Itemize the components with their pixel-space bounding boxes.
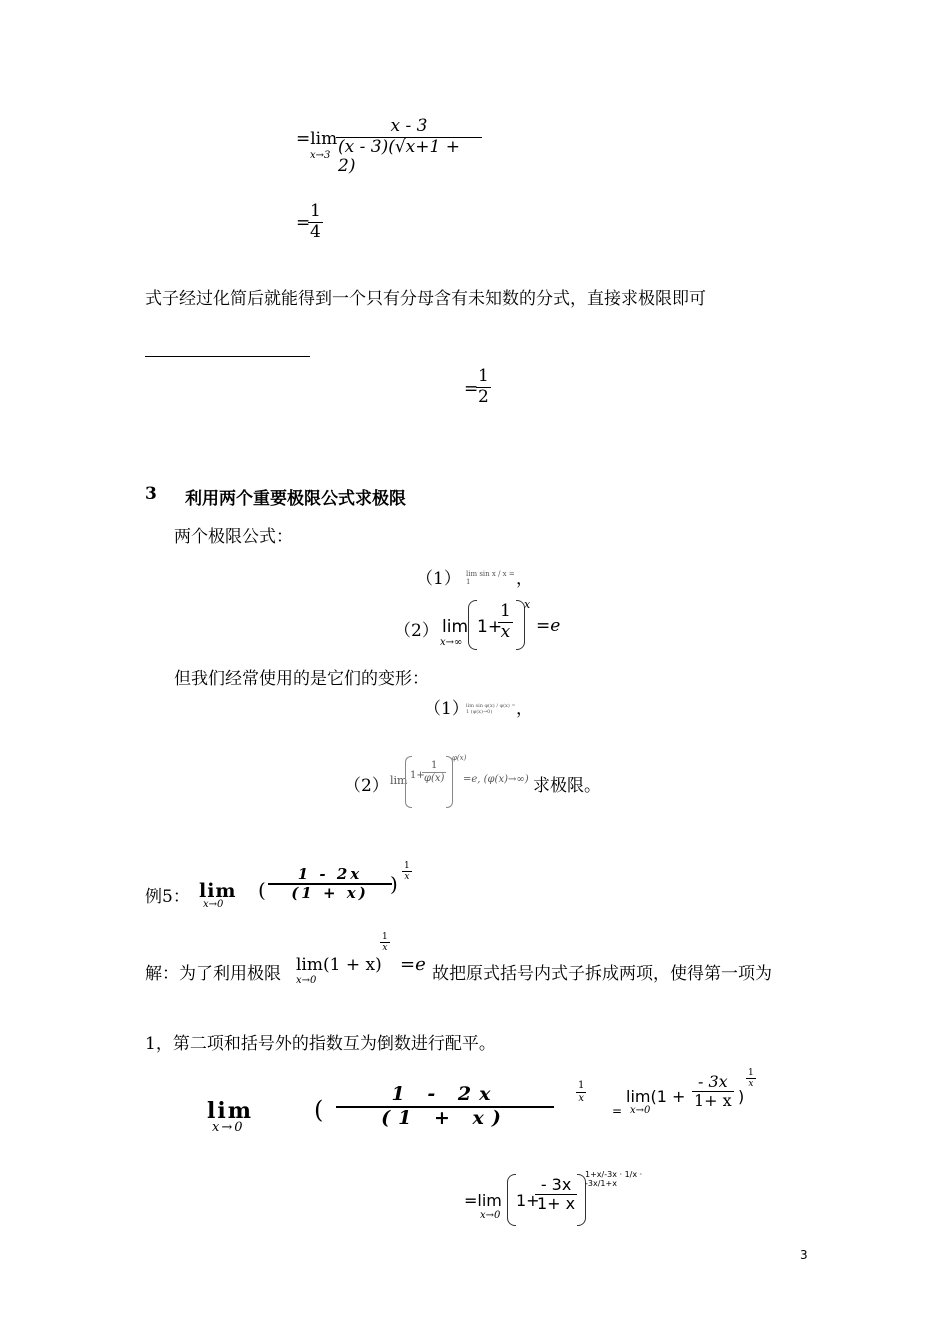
paragraph-4: 1，第二项和括号外的指数互为倒数进行配平。 <box>145 1034 496 1054</box>
formula-a-label: （1） <box>416 569 461 589</box>
formula-c-end: ， <box>516 699 533 719</box>
formula-d-one: 1+ <box>410 770 425 781</box>
formula-b-numerator: 1 <box>500 601 511 621</box>
big-exponent <box>576 1080 586 1104</box>
paragraph-2: 两个极限公式： <box>174 527 293 547</box>
formula-b-denominator: x <box>500 621 511 642</box>
formula-d-exponent: φ(x) <box>452 754 467 762</box>
last-numerator: - 3x <box>540 1175 572 1194</box>
formula-d-numerator: 1 <box>431 760 438 771</box>
exponent-denominator: x <box>382 943 388 954</box>
solution-lim: lim(1 + x) <box>296 955 382 975</box>
example-5-fraction <box>268 866 392 903</box>
solution-rest: 故把原式括号内式子拆成两项，使得第一项为 <box>432 964 772 984</box>
example-5-numerator: 1 - 2x <box>297 865 363 883</box>
example-5-open-paren: ( <box>258 878 266 902</box>
formula-2-denominator: 4 <box>310 221 321 242</box>
left-paren <box>468 600 477 650</box>
last-sub: x→0 <box>480 1210 501 1221</box>
formula-d-fraction <box>422 760 446 784</box>
last-one: 1+ <box>516 1191 540 1210</box>
big-rhs-denominator: 1+ x <box>694 1091 732 1111</box>
example-5-exponent <box>402 861 412 883</box>
big-rhs-exponent <box>746 1068 756 1090</box>
formula-2-eq: = <box>296 213 311 233</box>
formula-c-tiny: lim sin φ(x) / φ(x) = 1 (φ(x)→0) <box>466 703 516 715</box>
formula-b-one: 1+ <box>477 617 503 637</box>
exponent-numerator: 1 <box>748 1068 754 1078</box>
formula-b-exponent: x <box>524 598 531 611</box>
section-number: 3 <box>145 484 157 504</box>
formula-d-text: 求极限。 <box>533 776 601 796</box>
left-paren <box>405 756 412 808</box>
formula-1-lim: =lim <box>296 129 338 149</box>
big-lim: lim <box>207 1098 253 1124</box>
formula-1-denominator: (x - 3)(√x+1 + 2) <box>338 136 460 177</box>
solution-intro: 解：为了利用极限 <box>145 964 281 984</box>
big-rhs-numerator: - 3x <box>698 1072 728 1091</box>
exponent-denominator: x <box>578 1092 584 1104</box>
exponent-numerator: 1 <box>578 1080 585 1091</box>
last-fraction <box>535 1176 577 1214</box>
formula-a-tiny: lim sin x / x = 1 <box>466 570 515 586</box>
example-5-sub: x→0 <box>203 899 224 910</box>
blank-line <box>145 356 310 357</box>
solution-sub: x→0 <box>296 975 317 986</box>
last-denominator: 1+ x <box>537 1194 576 1214</box>
right-paren <box>446 756 453 808</box>
big-rhs-fraction <box>692 1073 734 1111</box>
formula-b-sub: x→∞ <box>440 637 463 648</box>
last-exponent: 1+x/-3x · 1/x · -3x/1+x <box>585 1170 643 1188</box>
big-open-paren: ( <box>314 1096 324 1124</box>
exponent-denominator: x <box>404 872 410 883</box>
paragraph-3: 但我们经常使用的是它们的变形： <box>174 669 429 689</box>
big-rhs-close: ) <box>738 1087 745 1106</box>
big-numerator: 1 - 2x <box>391 1083 499 1105</box>
formula-d-lim: lim <box>390 774 408 787</box>
formula-d-rhs: =e, (φ(x)→∞) <box>463 774 529 785</box>
formula-b-lim: lim <box>442 617 469 637</box>
formula-b-label: （2） <box>394 621 439 641</box>
paragraph-1: 式子经过化简后就能得到一个只有分母含有未知数的分式，直接求极限即可 <box>145 289 706 309</box>
example-5-close-paren: ) <box>390 872 398 896</box>
exponent-numerator: 1 <box>382 932 388 942</box>
formula-3-eq: = <box>464 379 479 399</box>
page-number: 3 <box>800 1248 808 1262</box>
formula-d-label: （2） <box>344 776 389 796</box>
formula-a-end: ， <box>516 569 533 589</box>
exponent-denominator: x <box>748 1079 754 1090</box>
formula-2-fraction <box>308 202 323 242</box>
example-5-denominator: (1 + x) <box>291 884 369 903</box>
formula-2-numerator: 1 <box>310 201 321 221</box>
big-rhs-lim: lim(1 + <box>626 1087 686 1106</box>
formula-1-sub: x→3 <box>310 150 331 161</box>
formula-d-denominator: φ(x) <box>424 772 445 784</box>
solution-rhs: =e <box>400 954 426 975</box>
big-rhs-eq: = <box>612 1104 623 1118</box>
example-5-lim: lim <box>199 880 237 902</box>
formula-c-label: （1） <box>424 699 469 719</box>
big-denominator: (1 + x) <box>381 1106 509 1129</box>
formula-1-numerator: x - 3 <box>390 116 428 136</box>
formula-1-fraction <box>336 117 482 177</box>
solution-exponent <box>380 932 390 954</box>
big-fraction <box>336 1084 554 1130</box>
formula-b-rhs: =e <box>536 616 561 636</box>
example-5-label: 例5： <box>145 887 190 907</box>
big-rhs-sub: x→0 <box>630 1105 651 1116</box>
section-title: 利用两个重要极限公式求极限 <box>185 489 406 509</box>
formula-3-fraction <box>476 367 491 407</box>
formula-b-fraction <box>498 602 513 642</box>
big-sub: x→0 <box>212 1120 245 1135</box>
formula-3-numerator: 1 <box>478 366 489 386</box>
exponent-numerator: 1 <box>404 861 410 871</box>
last-lim: =lim <box>464 1191 502 1210</box>
formula-3-denominator: 2 <box>478 386 489 407</box>
left-paren <box>507 1174 516 1226</box>
